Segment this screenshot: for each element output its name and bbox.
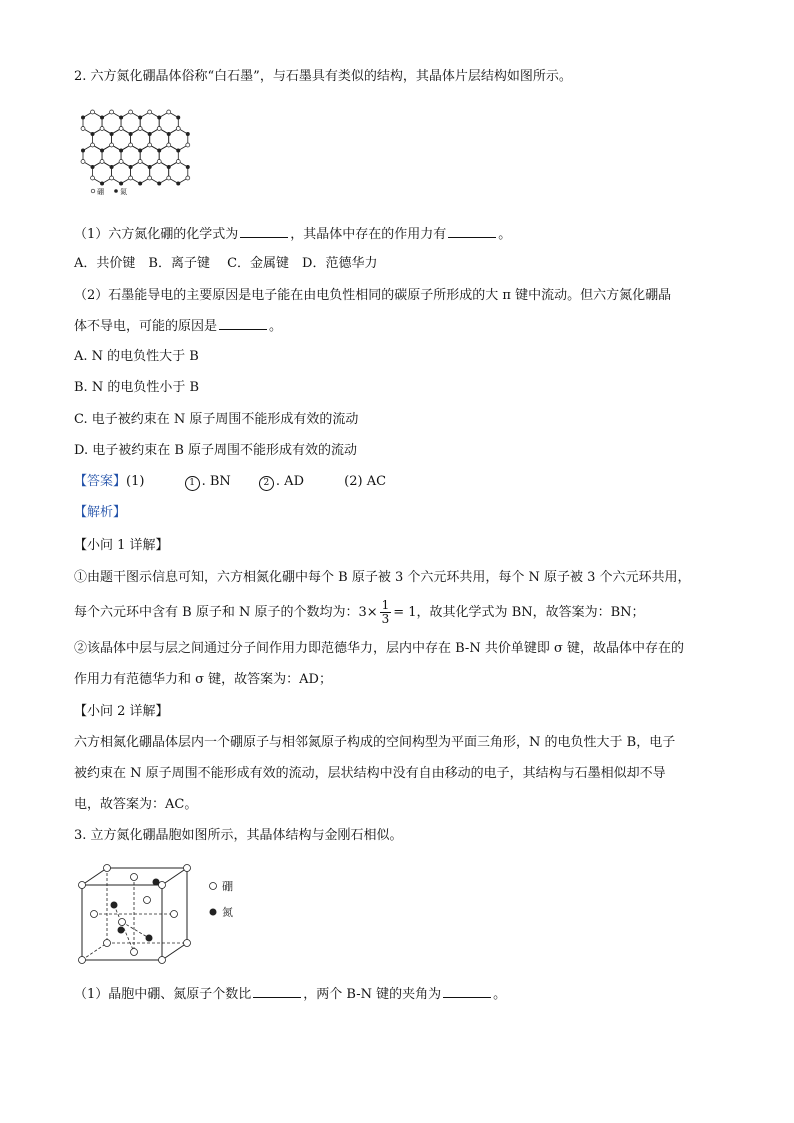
hexagonal-bn-layer-figure <box>74 100 204 200</box>
boron-atom <box>119 127 123 131</box>
answer-blank <box>443 985 491 998</box>
boron-atom <box>176 127 180 131</box>
boron-atom <box>148 143 152 147</box>
circled-number-1: 1 <box>185 476 200 491</box>
boron-atom <box>167 176 171 180</box>
boron-atom <box>91 143 95 147</box>
nitrogen-atom <box>138 149 142 153</box>
nitrogen-atom <box>157 149 161 153</box>
answer-blank <box>448 225 496 238</box>
option-c: C. 电子被约束在 N 原子周围不能形成有效的流动 <box>74 412 359 427</box>
boron-atom <box>91 110 95 114</box>
nitrogen-atom <box>176 116 180 120</box>
nitrogen-atom <box>167 132 171 136</box>
sub1-tag: 【小问 1 详解】 <box>74 538 169 553</box>
fraction-one-third: $\frac{1}{3}$ <box>381 598 390 626</box>
nitrogen-atom <box>81 149 85 153</box>
boron-atom <box>186 176 190 180</box>
option-a: A. N 的电负性大于 B <box>74 349 199 364</box>
boron-atom <box>167 143 171 147</box>
nitrogen-atom <box>119 149 123 153</box>
sub2-tag: 【小问 2 详解】 <box>74 704 169 719</box>
sub1-line2: 每个六元环中含有 B 原子和 N 原子的个数均为：3× $\frac{1}{3}$ = 1，故其化学式为 BN，故答案为：BN； <box>74 598 645 626</box>
sub1-line1: ①由题干图示信息可知，六方相氮化硼中每个 B 原子被 3 个六元环共用，每个 N 原子被 3 个六元环共用， <box>74 570 691 585</box>
nitrogen-atom <box>110 165 114 169</box>
nitrogen-atom <box>157 116 161 120</box>
nitrogen-atom <box>176 182 180 186</box>
nitrogen-atom <box>100 182 104 186</box>
answer-tag: 【答案】 <box>74 474 127 489</box>
nitrogen-atom <box>138 116 142 120</box>
nitrogen-atom <box>186 132 190 136</box>
nitrogen-atom <box>157 182 161 186</box>
boron-atom <box>91 176 95 180</box>
nitrogen-atom <box>119 182 123 186</box>
nitrogen-atom <box>129 132 133 136</box>
circled-number-2: 2 <box>259 476 274 491</box>
sub2-line2: 被约束在 N 原子周围不能形成有效的流动，层状结构中没有自由移动的电子，其结构与石墨相似却不导 <box>74 766 666 781</box>
q3-part1: （1）晶胞中硼、氮原子个数比 ，两个 B-N 键的夹角为 。 <box>74 987 507 1002</box>
boron-atom <box>148 110 152 114</box>
boron-atom <box>186 143 190 147</box>
nitrogen-atom <box>176 149 180 153</box>
option-d: D. 电子被约束在 B 原子周围不能形成有效的流动 <box>74 443 358 458</box>
answer-line: 【答案】(1) 1 . BN 2 . AD (2) AC <box>74 474 387 489</box>
sub2-line3: 电，故答案为：AC。 <box>74 797 198 812</box>
boron-atom <box>129 176 133 180</box>
boron-atom <box>110 143 114 147</box>
nitrogen-atom <box>148 165 152 169</box>
sub2-line1: 六方相氮化硼晶体层内一个硼原子与相邻氮原子构成的空间构型为平面三角形，N 的电负性大于 B，电子 <box>74 735 676 750</box>
option-b: B. N 的电负性小于 B <box>74 380 200 395</box>
boron-atom <box>110 176 114 180</box>
legend-nitrogen-label: 氮 <box>222 906 233 919</box>
legend-boron-label: 硼 <box>222 880 233 893</box>
nitrogen-atom <box>110 132 114 136</box>
answer-blank <box>219 317 267 330</box>
boron-atom <box>81 160 85 164</box>
cubic-bn-unit-cell-figure <box>74 860 254 970</box>
nitrogen-atom <box>186 165 190 169</box>
nitrogen-atom <box>129 165 133 169</box>
q2-part1: （1）六方氮化硼的化学式为 ，其晶体中存在的作用力有 。 <box>74 227 512 242</box>
q2-stem: 2. 六方氮化硼晶体俗称“白石墨”，与石墨具有类似的结构，其晶体片层结构如图所示。 <box>74 69 572 84</box>
nitrogen-atom <box>91 132 95 136</box>
legend-nitrogen-label: 氮 <box>120 188 127 196</box>
nitrogen-atom <box>91 165 95 169</box>
boron-atom <box>138 127 142 131</box>
boron-atom <box>157 127 161 131</box>
answer-blank <box>240 225 288 238</box>
boron-atom <box>167 110 171 114</box>
boron-atom <box>176 160 180 164</box>
boron-atom <box>129 110 133 114</box>
q3-stem: 3. 立方氮化硼晶胞如图所示，其晶体结构与金刚石相似。 <box>74 828 403 843</box>
q2-part2-line2: 体不导电，可能的原因是 。 <box>74 319 283 334</box>
boron-atom <box>148 176 152 180</box>
analysis-tag: 【解析】 <box>74 505 127 520</box>
answer-blank <box>253 985 301 998</box>
sub1-line4: 作用力有范德华力和 σ 键，故答案为：AD； <box>74 672 332 687</box>
nitrogen-atom <box>100 116 104 120</box>
nitrogen-atom <box>167 165 171 169</box>
boron-atom <box>138 160 142 164</box>
nitrogen-atom <box>81 116 85 120</box>
legend-boron-label: 硼 <box>97 188 104 196</box>
nitrogen-atom <box>119 116 123 120</box>
nitrogen-atom <box>148 132 152 136</box>
boron-atom <box>100 160 104 164</box>
boron-atom <box>119 160 123 164</box>
q2-part2-line1: （2）石墨能导电的主要原因是电子能在由电负性相同的碳原子所形成的大 π 键中流动。但六方氮化硼晶 <box>74 288 672 303</box>
boron-atom <box>157 160 161 164</box>
nitrogen-atom <box>138 182 142 186</box>
boron-atom <box>129 143 133 147</box>
sub1-line3: ②该晶体中层与层之间通过分子间作用力即范德华力，层内中存在 B-N 共价单键即 σ 键，故晶体中存在的 <box>74 641 684 656</box>
boron-atom <box>110 110 114 114</box>
q2-part1-options: A．共价键 B．离子键 C．金属键 D．范德华力 <box>74 256 378 271</box>
boron-atom <box>100 127 104 131</box>
nitrogen-atom <box>100 149 104 153</box>
boron-atom <box>81 127 85 131</box>
